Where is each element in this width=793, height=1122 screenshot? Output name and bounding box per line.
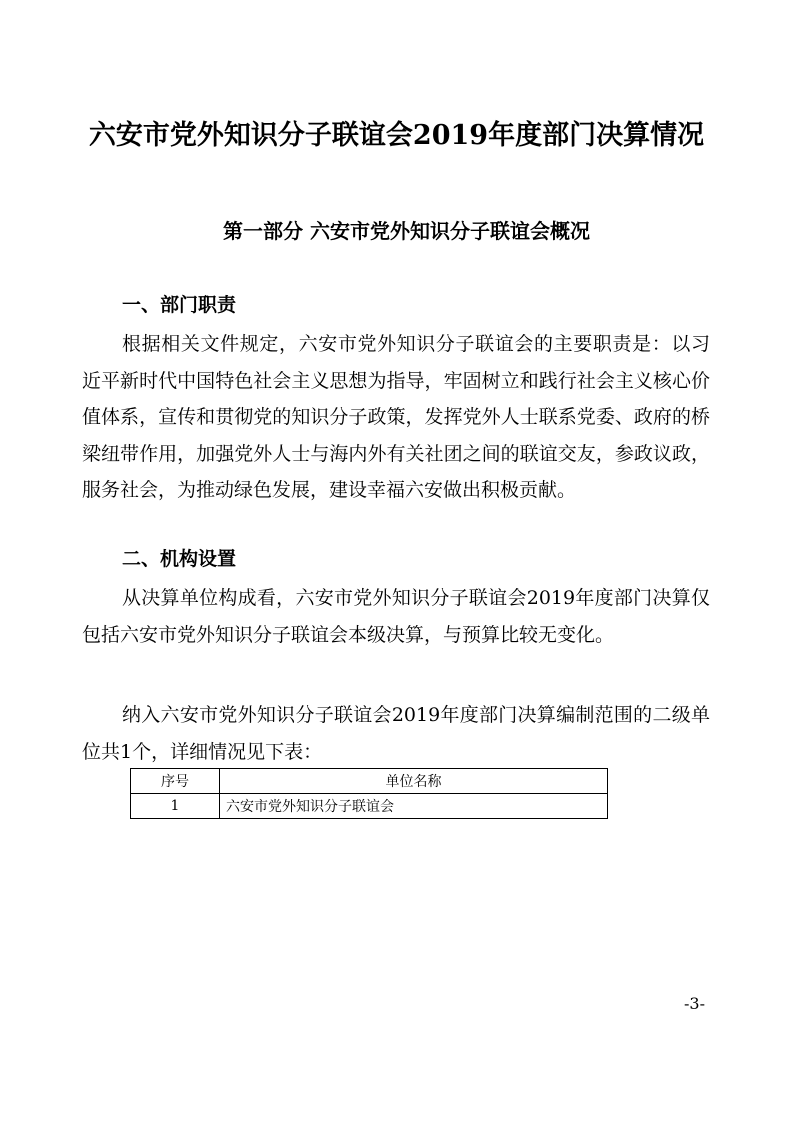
page-number: -3-: [684, 994, 705, 1013]
section-heading-duties: 一、部门职责: [122, 294, 237, 316]
paragraph-organization-scope: 从决算单位构成看，六安市党外知识分子联谊会2019年度部门决算仅包括六安市党外知识分子联谊会本级决算，与预算比较无变化。: [82, 587, 710, 646]
units-table: [130, 768, 608, 819]
table-header-unit-name: 单位名称: [220, 769, 608, 794]
section-heading-organization: 二、机构设置: [122, 548, 237, 570]
paragraph-subordinate-units: 纳入六安市党外知识分子联谊会2019年度部门决算编制范围的二级单位共1个，详细情况见下表：: [82, 704, 710, 763]
table-header-seq: 序号: [131, 769, 220, 794]
table-header-row: [131, 769, 608, 794]
document-title: 六安市党外知识分子联谊会2019年度部门决算情况: [88, 120, 705, 151]
table-cell-seq: 1: [131, 794, 220, 819]
part-title: 第一部分 六安市党外知识分子联谊会概况: [223, 219, 590, 243]
paragraph-duties: 根据相关文件规定，六安市党外知识分子联谊会的主要职责是：以习近平新时代中国特色社会主义思想为指导，牢固树立和践行社会主义核心价值体系，宣传和贯彻党的知识分子政策，发挥党外人士联系党委、政府的桥梁纽带作用，加强党外人士与海内外有关社团之间的联谊交友，参政议政，服务社会，为推动绿色发展，建设幸福六安做出积极贡献。: [82, 333, 710, 501]
table-row: [131, 794, 608, 819]
table-cell-unit-name: 六安市党外知识分子联谊会: [220, 794, 608, 819]
